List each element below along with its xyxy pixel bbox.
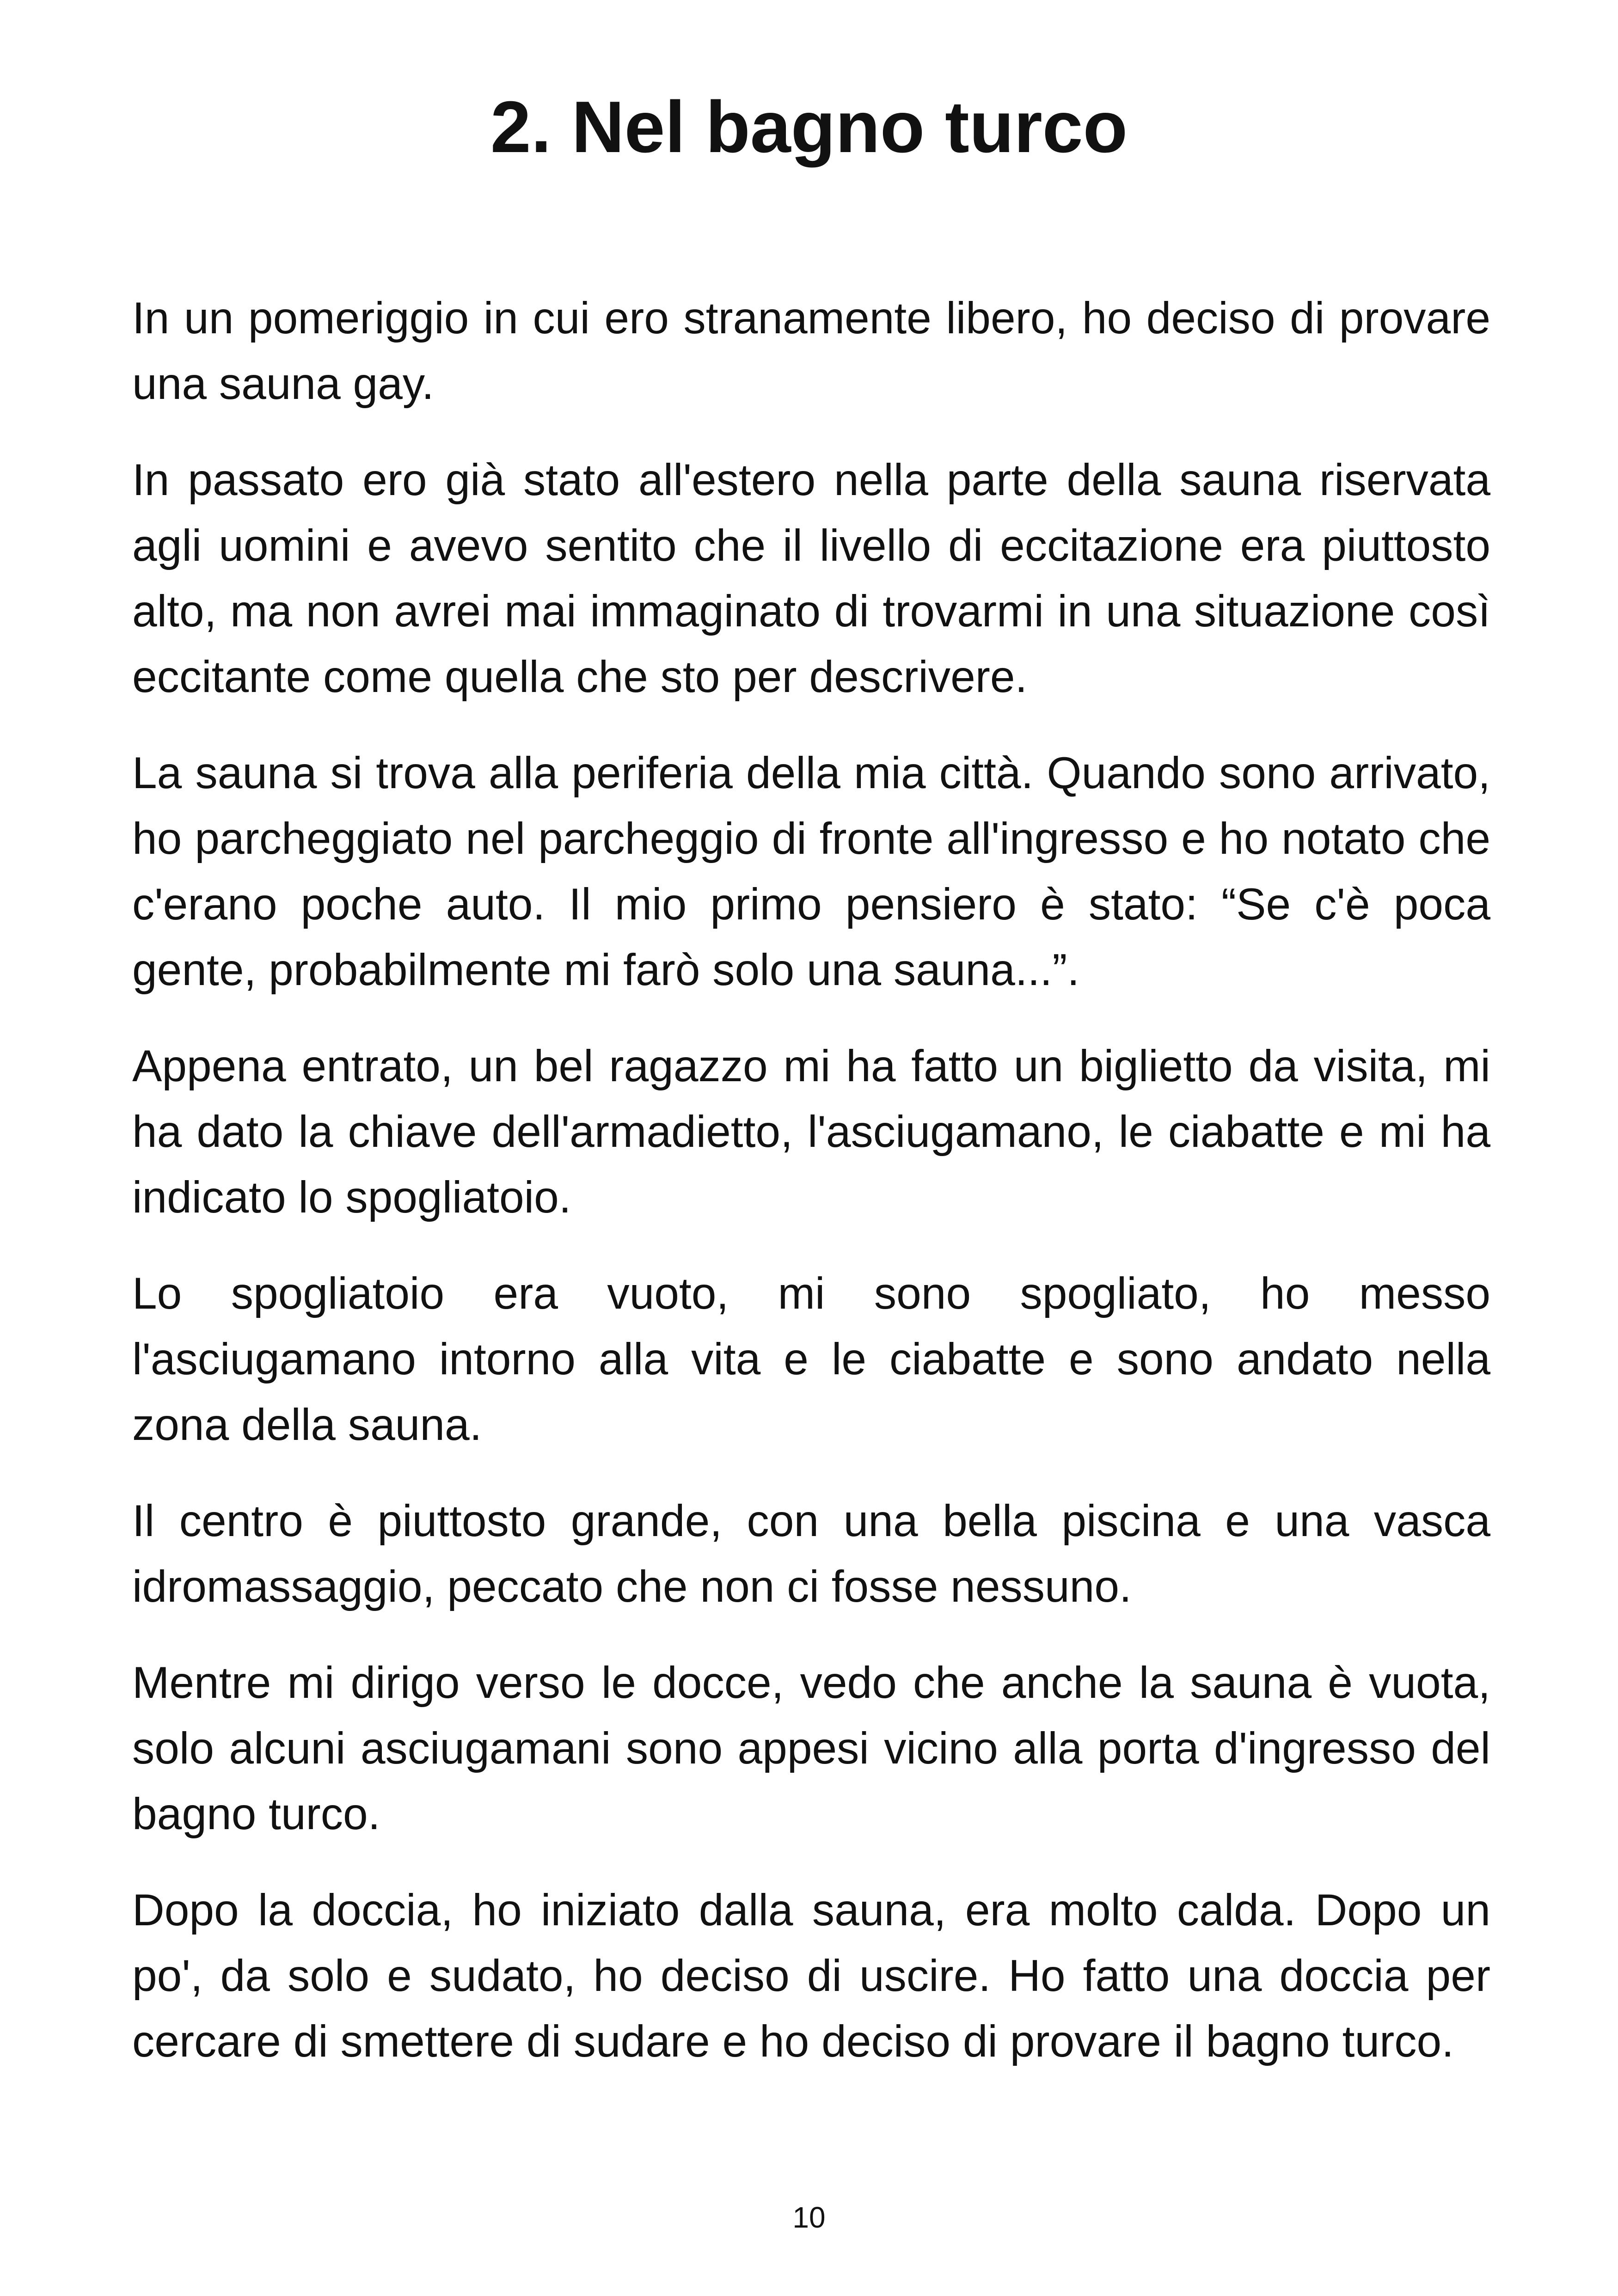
- page-number: 10: [792, 2201, 826, 2234]
- paragraph: La sauna si trova alla periferia della mia città. Quando sono arrivato, ho parcheggiato nel parcheggio di fronte all'ingresso e ho notato che c'erano poche auto. Il mio primo pensiero è stato: “Se c'è poca gente, probabilmente mi farò solo una sauna...”.: [132, 748, 1490, 995]
- paragraph: Il centro è piuttosto grande, con una bella piscina e una vasca idromassaggio, peccato che non ci fosse nessuno.: [132, 1496, 1490, 1611]
- chapter-body: [132, 286, 1490, 2105]
- paragraph: Dopo la doccia, ho iniziato dalla sauna, era molto calda. Dopo un po', da solo e sudato, ho deciso di uscire. Ho fatto una doccia per cercare di smettere di sudare e ho deciso di provare il bagno turco.: [132, 1886, 1490, 2066]
- paragraph: In passato ero già stato all'estero nella parte della sauna riservata agli uomini e avevo sentito che il livello di eccitazione era piuttosto alto, ma non avrei mai immaginato di trovarmi in una situazione così eccitante come quella che sto per descrivere.: [132, 455, 1490, 702]
- paragraph: In un pomeriggio in cui ero stranamente libero, ho deciso di provare una sauna gay.: [132, 294, 1490, 409]
- paragraph: Mentre mi dirigo verso le docce, vedo che anche la sauna è vuota, solo alcuni asciugamani sono appesi vicino alla porta d'ingresso del bagno turco.: [132, 1658, 1490, 1839]
- paragraph: Appena entrato, un bel ragazzo mi ha fatto un biglietto da visita, mi ha dato la chiave dell'armadietto, l'asciugamano, le ciabatte e mi ha indicato lo spogliatoio.: [132, 1041, 1490, 1222]
- paragraph: Lo spogliatoio era vuoto, mi sono spogliato, ho messo l'asciugamano intorno alla vita e le ciabatte e sono andato nella zona della sauna.: [132, 1269, 1490, 1450]
- chapter-title: 2. Nel bagno turco: [490, 86, 1128, 168]
